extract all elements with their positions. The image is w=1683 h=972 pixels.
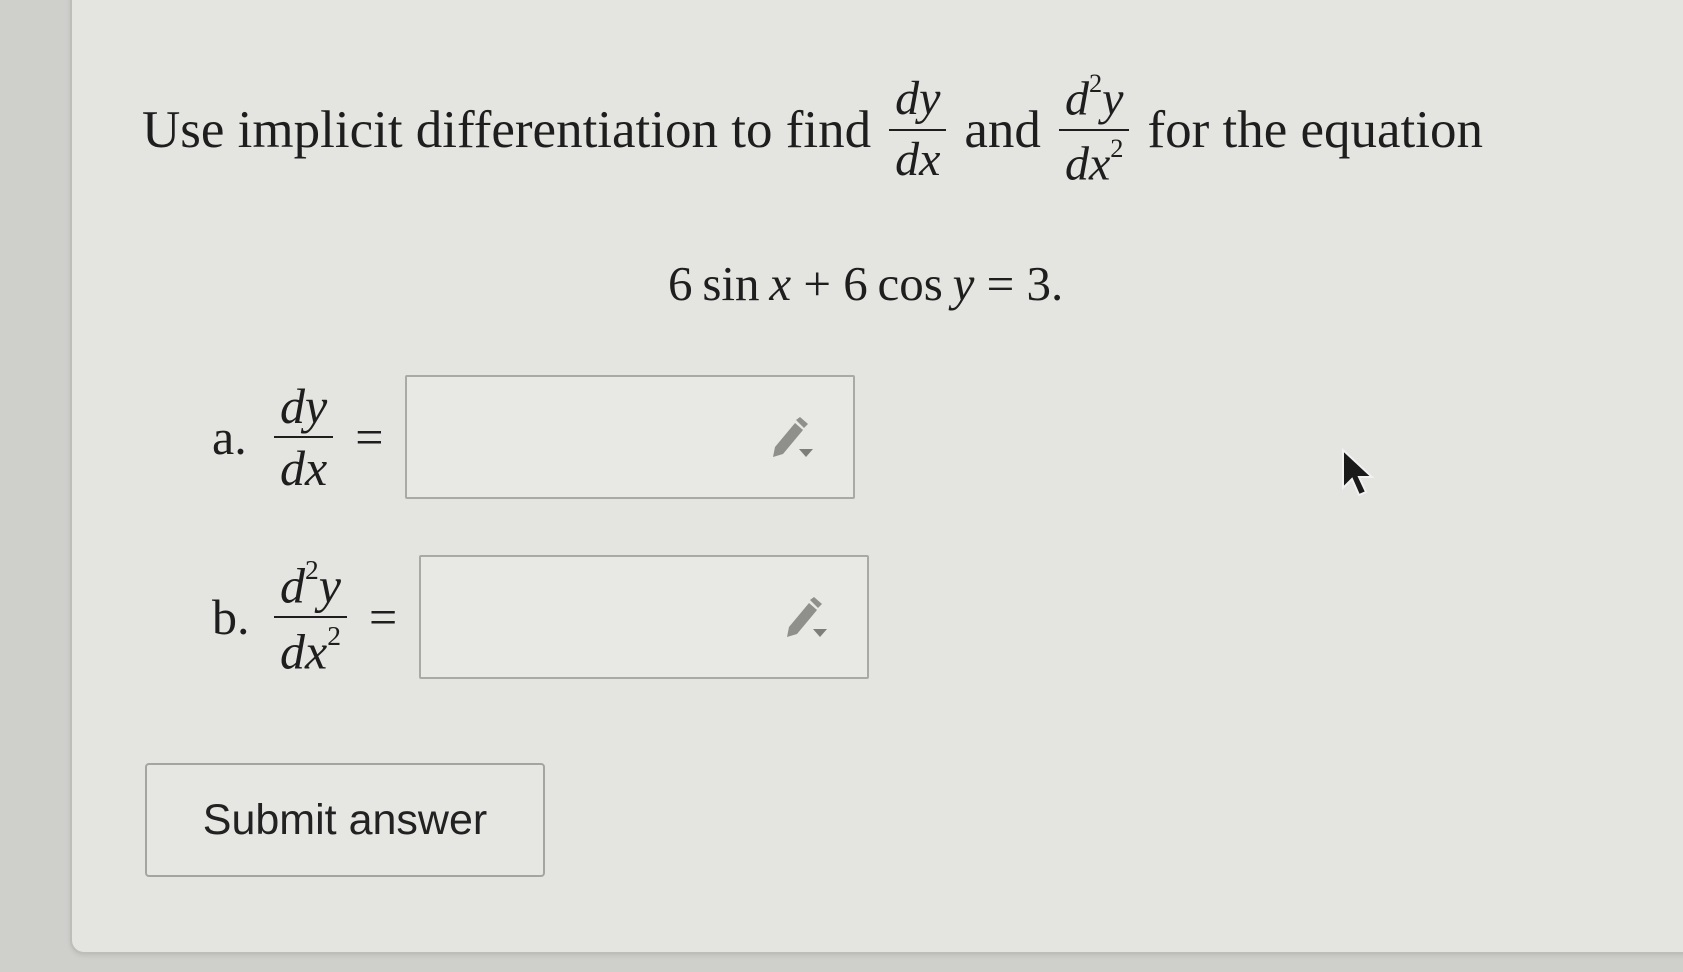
d2y-dx2-fraction [1059,70,1130,190]
answer-a-input[interactable] [405,375,855,499]
prompt-start-text: Use implicit differentiation to find [142,100,872,159]
submit-answer-button[interactable]: Submit answer [145,763,545,877]
dy-dx-fraction [889,74,946,185]
mouse-pointer-icon [1340,448,1378,500]
answer-b-input[interactable] [419,555,869,679]
pencil-dropdown-icon[interactable] [769,417,815,463]
d2y-dx2-fraction: $\frac{d^2y}{dx^2}$ [274,556,347,678]
question-prompt [142,70,1483,190]
part-a-label: a. [212,409,247,465]
part-b [212,555,869,679]
fraction-numerator: $d^2y$ [1064,68,1124,126]
equals-sign: = [355,409,384,465]
fraction-denominator: $dx^2$ [1064,132,1124,191]
dy-dx-fraction: $\frac{dy}{dx}$ [274,380,333,495]
equals-sign: = [368,589,398,645]
part-b-label: b. [212,589,250,645]
fraction-numerator: dy [895,72,941,126]
connector-text: and [964,100,1041,159]
fraction-denominator: dx [895,132,941,186]
pencil-dropdown-icon[interactable] [783,597,829,643]
prompt-end-text: for the equation [1147,100,1483,159]
equation: 6 sin x + 6 cos y = 3. [668,256,1064,311]
part-a [212,375,855,499]
